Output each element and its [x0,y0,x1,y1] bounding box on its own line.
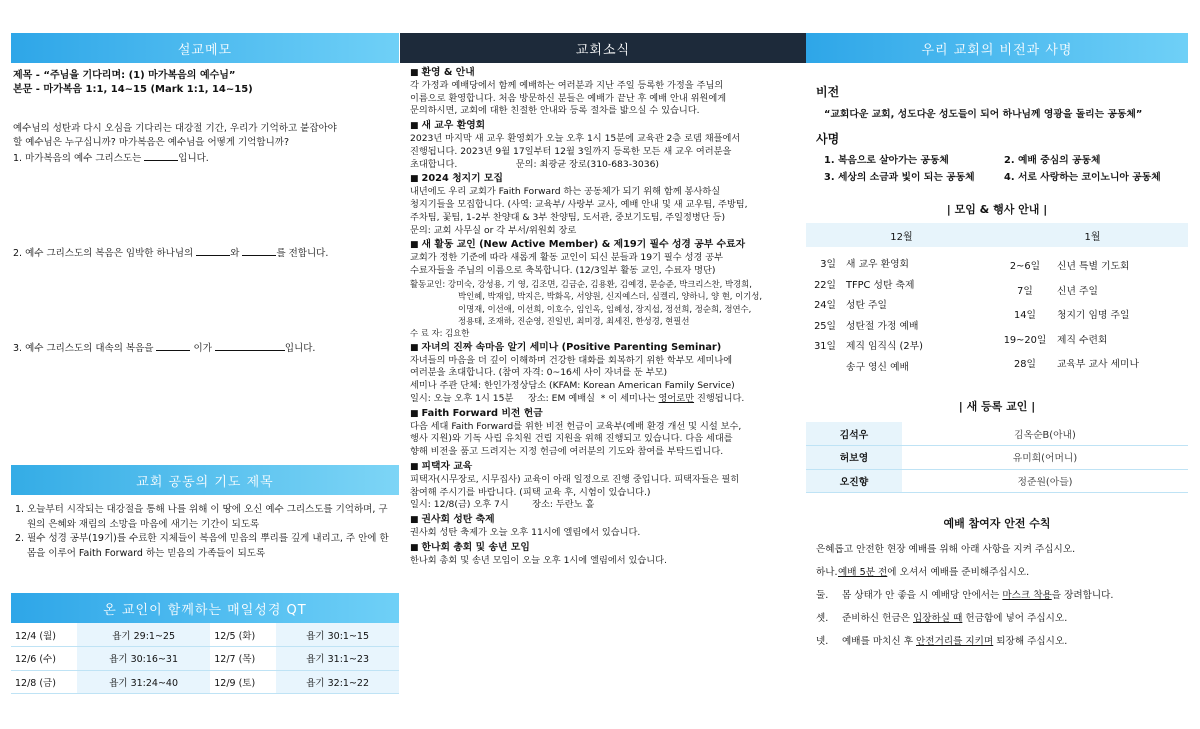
prayer-header: 교회 공동의 기도 제목 [11,465,399,495]
prayer-list [11,495,399,561]
january-events [997,247,1188,376]
prayer-item: 1. 오늘부터 시작되는 대강절을 통해 나를 위해 이 땅에 오신 예수 그리스도를 기억하며, 구원의 은혜와 재림의 소망을 마음에 새기는 기간이 되도록 [15,504,388,530]
events-month-header [806,223,1188,247]
square-bullet-icon: ■ [410,121,419,132]
news-line: 초대합니다. 문의: 최광균 장로(310-683-3036) [410,158,660,170]
sermon-title: 제목 - “주님을 기다리며: (1) 마가복음의 예수님” [13,70,236,81]
mission-label: 사명 [816,132,840,146]
new-members-title: | 새 등록 교인 | [958,400,1036,413]
sermon-question-1: 1. 마가복음의 예수 그리스도는 입니다. [13,150,397,166]
list-item: 22일 TFPC 성탄 축제 [814,279,915,291]
qt-date: 12/7 (목) [210,647,276,671]
news-line: 내년에도 우리 교회가 Faith Forward 하는 공동체가 되기 위해 함께 봉사하실 [410,186,721,198]
news-line: 문의하시면, 교회에 대한 친절한 안내와 등록 절차를 밟으실 수 있습니다. [410,105,700,117]
table-row: 오진향 정준원(아들) [806,469,1188,493]
prayer-item: 2. 필수 성경 공부(19기)를 수료한 지체들이 복음에 믿음의 뿌리를 깊게 내리고, 주 안에 한 몸을 이루어 Faith Forward 하는 믿음의 가족들이 되도록 [15,533,389,559]
news-heading: ■ 자녀의 진짜 속마음 알기 세미나 (Positive Parenting Seminar) [410,341,722,353]
square-bullet-icon: ■ [410,408,419,419]
news-line: 이름으로 환영합니다. 처음 방문하신 분들은 예배가 끝난 후 예배 안내 위원에게 [410,92,727,104]
qt-section [11,593,399,694]
news-line: 각 가정과 예배당에서 함께 예배하는 여러분과 지난 주일 등록한 가정을 주님의 [410,79,724,91]
news-line: 다음 세대 Faith Forward를 위한 비전 헌금이 교육부(예배 환경 개선 및 시설 보수, [410,420,742,432]
month-january: 1월 [1084,231,1101,243]
news-heading: ■ 환영 & 안내 [410,67,475,78]
square-bullet-icon: ■ [410,461,419,472]
list-item: 송구 영신 예배 [846,361,910,373]
sermon-memo-header: 설교메모 [11,33,399,63]
list-item: 14일 청지기 임명 주일 [1014,310,1130,322]
news-line: 참여해 주시기를 바랍니다. (피택 교육 후, 시험이 있습니다.) [410,486,651,498]
news-heading: ■ Faith Forward 비전 헌금 [410,407,543,419]
qt-date: 12/9 (토) [210,670,276,694]
qt-table [11,623,399,694]
december-events [806,247,997,376]
news-line: 자녀들의 마음을 더 깊이 이해하며 건강한 대화를 회복하기 위한 학부모 세미나에 [410,354,733,366]
sermon-question-3: 3. 예수 그리스도의 대속의 복음을 이가 입니다. [13,340,397,356]
table-row [11,670,399,694]
fill-blank [215,340,285,351]
list-item: 31일 제직 임직식 (2부) [814,341,923,353]
news-line: 향해 비전을 품고 드려지는 지정 헌금에 여러분의 기도와 참여를 부탁드립니다. [410,446,724,458]
qt-date: 12/5 (화) [210,623,276,647]
mission-item: 3. 세상의 소금과 빛이 되는 공동체 [824,172,975,183]
table-row: 허보영 유미희(어머니) [806,446,1188,470]
news-line: 권사회 성탄 축제가 오늘 오후 11시에 엘림에서 있습니다. [410,526,641,538]
news-line: 일시: 오늘 오후 1시 15분 장소: EM 예배실 * 이 세미나는 영어로만 진행됩니다. [410,392,745,404]
vision-label: 비전 [816,85,840,99]
square-bullet-icon: ■ [410,342,419,353]
qt-reading: 욥기 30:1~15 [276,623,399,647]
safety-rule: 넷. 예배를 마치신 후 안전거리를 지키며 퇴장해 주십시오. [816,636,1068,647]
prayer-section [11,465,399,561]
table-row [11,647,399,671]
list-item: 3일 새 교우 환영회 [820,259,910,271]
sermon-column [11,33,399,689]
news-line: 주차팀, 꽃팀, 1-2부 찬양대 & 3부 찬양팀, 도서관, 중보기도팀, 주일정병단 등) [410,211,726,223]
news-heading: ■ 피택자 교육 [410,460,473,472]
fill-blank [242,245,276,256]
list-item: 28일 교육부 교사 세미나 [1014,359,1139,371]
square-bullet-icon: ■ [410,68,419,78]
qt-reading: 욥기 30:16~31 [77,647,210,671]
mission-item: 1. 복음으로 살아가는 공동체 [824,155,949,166]
news-line: 청지기들을 모집합니다. (사역: 교육부/ 사랑부 교사, 예배 안내 및 새 교우팀, 주방팀, [410,198,748,210]
square-bullet-icon: ■ [410,515,419,526]
vision-statement: “교회다운 교회, 성도다운 성도들이 되어 하나님께 영광을 돌리는 공동체” [824,109,1143,120]
list-item: 7일 신년 주일 [1017,285,1098,297]
news-line: 교회가 정한 기준에 따라 새롭게 활동 교인이 되신 분들과 19기 필수 성경 공부 [410,252,723,264]
news-heading: ■ 권사회 성탄 축제 [410,514,495,526]
sermon-intro-line2: 할 예수님은 누구십니까? 마가복음은 예수님을 어떻게 기억합니까? [13,137,289,148]
list-item: 25일 성탄절 가정 예배 [814,320,919,332]
safety-title: 예배 참여자 안전 수칙 [943,517,1051,530]
news-heading: ■ 새 활동 교인 (New Active Member) & 제19기 필수 성경 공부 수료자 [410,239,746,251]
news-line: 행사 지원)와 기독 사립 유치원 건립 지원을 위해 진행되고 있습니다. 다음 세대를 [410,433,733,445]
safety-rules [806,541,1188,647]
sermon-intro-line1: 예수님의 성탄과 다시 오심을 기다리는 대강절 기간, 우리가 기억하고 붙잡아야 [13,123,337,134]
mission-item: 4. 서로 사랑하는 코이노니아 공동체 [1004,172,1161,183]
new-members [806,422,1188,493]
church-news-header: 교회소식 [400,33,806,63]
list-item: 19~20일 제직 수련회 [1003,334,1108,346]
news-line: 피택자(시무장로, 시무집사) 교육이 아래 일정으로 진행 중입니다. 피택자들은 필히 [410,473,740,485]
news-line: 문의: 교회 사무실 or 각 부서/위원회 장로 [410,224,577,236]
safety-rule: 하나. 예배 5분 전에 오셔서 예배를 준비해주십시오. [816,567,1030,578]
qt-header: 온 교인이 함께하는 매일성경 QT [11,593,399,623]
month-december: 12월 [890,231,913,243]
news-column [400,33,806,567]
fill-blank [144,150,178,161]
qt-date: 12/8 (금) [11,670,77,694]
qt-reading: 욥기 29:1~25 [77,623,210,647]
news-heading: ■ 새 교우 환영회 [410,120,486,132]
mission-list [824,152,1180,183]
news-list [400,63,806,567]
news-line: 여러분을 초대합니다. (참여 자격: 0~16세 사이 자녀를 둔 부모) [410,367,668,379]
qt-reading: 욥기 32:1~22 [276,670,399,694]
news-line: 2023년 마지막 새 교우 환영회가 오늘 오후 1시 15분에 교육관 2층 로뎀 채플에서 [410,132,741,144]
table-row [11,623,399,647]
sermon-question-2: 2. 예수 그리스도의 복음은 임박한 하나님의 와 를 전합니다. [13,245,397,261]
safety-rule: 셋. 준비하신 헌금은 입장하실 때 헌금함에 넣어 주십시오. [816,613,1068,624]
list-item: 24일 성탄 주일 [814,300,887,312]
news-heading: ■ 한나회 총회 및 송년 모임 [410,541,530,553]
square-bullet-icon: ■ [410,174,419,185]
news-line: 한나회 총회 및 송년 모임이 오늘 오후 1시에 엘림에서 있습니다. [410,554,667,566]
news-line: 세미나 주관 단체: 한인가정상담소 (KFAM: Korean American Family Service) [410,380,735,392]
events-table [806,223,1188,376]
fill-blank [156,340,190,351]
fill-blank [196,245,230,256]
sermon-text: 본문 - 마가복음 1:1, 14~15 (Mark 1:1, 14~15) [13,84,253,95]
news-line: 수료자들을 주님의 이름으로 축복합니다. (12/3일부 활동 교인, 수료자 명단) [410,264,716,276]
news-line: 진행됩니다. 2023년 9월 17일부터 12월 3일까지 등록한 모든 새 교우 여러분을 [410,145,732,157]
new-members-table [806,422,1188,493]
square-bullet-icon: ■ [410,542,419,553]
list-item: 2~6일 신년 특별 기도회 [1009,261,1130,273]
qt-reading: 욥기 31:1~23 [276,647,399,671]
vision-column [806,33,1188,647]
sermon-notes [11,63,399,356]
news-line: 일시: 12/8(금) 오후 7시 장소: 두란노 홀 [410,499,595,511]
vision-mission-header: 우리 교회의 비전과 사명 [806,33,1188,63]
active-members-list: 활동교인: 강미숙, 강성용, 기 영, 김조면, 김금순, 김용환, 김예경, 문승준, 박크리스찬, 박경희, 박인혜, 박재임, 박지은, 박화옥, 서양원, 신지예스더, 심켈리, 양하니, 양 현, 이기성, 이명재, 이선애, 이선희, 이호수, 임인옥, 임혜성, 장지섭, 정선희, 정순희, 정연수, 정용태, 조재하, 진순영, 진일빈, 최미경, 최세진, 한성경, 현필선 수 료 자: 김요한 [410,278,763,339]
qt-date: 12/6 (수) [11,647,77,671]
qt-date: 12/4 (월) [11,623,77,647]
events-title: | 모임 & 행사 안내 | [946,203,1048,216]
qt-reading: 욥기 31:24~40 [77,670,210,694]
square-bullet-icon: ■ [410,240,419,251]
safety-rule: 둘. 몸 상태가 안 좋을 시 예배당 안에서는 마스크 착용을 장려합니다. [816,590,1114,601]
news-heading: ■ 2024 청지기 모집 [410,173,503,185]
safety-intro: 은혜롭고 안전한 현장 예배를 위해 아래 사항을 지켜 주십시오. [816,544,1076,555]
vision-section [806,63,1188,183]
table-row: 김석우 김옥순B(아내) [806,422,1188,446]
mission-item: 2. 예배 중심의 공동체 [1004,155,1101,166]
